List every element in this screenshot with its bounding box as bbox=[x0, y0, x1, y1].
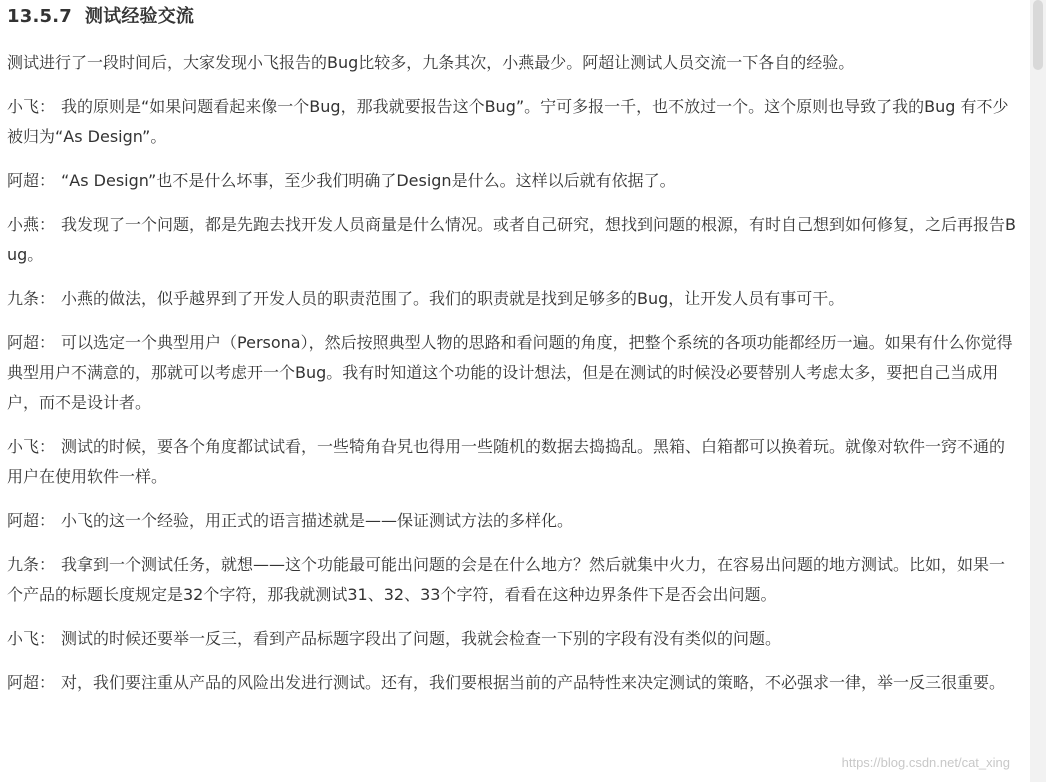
paragraph-text: 测试的时候还要举一反三，看到产品标题字段出了问题，我就会检查一下别的字段有没有类似的问题。 bbox=[61, 629, 782, 648]
paragraph-text: 我拿到一个测试任务，就想——这个功能最可能出问题的会是在什么地方？然后就集中火力，在容易出问题的地方测试。比如，如果一个产品的标题长度规定是32个字符，那我就测试31、32、33个字符，看看在这种边界条件下是否会出问题。 bbox=[7, 555, 1006, 604]
paragraph-text: 我发现了一个问题，都是先跑去找开发人员商量是什么情况。或者自己研究，想找到问题的根源，有时自己想到如何修复，之后再报告Bug。 bbox=[7, 215, 1016, 264]
speaker-label: 九条： bbox=[7, 289, 56, 308]
paragraph-text: 我的原则是“如果问题看起来像一个Bug，那我就要报告这个Bug”。宁可多报一千，也不放过一个。这个原则也导致了我的Bug 有不少被归为“As Design”。 bbox=[7, 97, 1009, 146]
speaker-label: 阿超： bbox=[7, 673, 56, 692]
section-title: 测试经验交流 bbox=[84, 6, 195, 27]
scrollbar-thumb[interactable] bbox=[1033, 0, 1043, 70]
vertical-scrollbar[interactable] bbox=[1030, 0, 1046, 782]
paragraph-text: 可以选定一个典型用户（Persona），然后按照典型人物的思路和看问题的角度，把整个系统的各项功能都经历一遍。如果有什么你觉得典型用户不满意的，那就可以考虑开一个Bug。我有时知道这个功能的设计想法，但是在测试的时候没必要替别人考虑太多，要把自己当成用户，而不是设计者。 bbox=[7, 333, 1013, 412]
dialogue-paragraph bbox=[7, 550, 1017, 610]
article-body bbox=[7, 0, 1017, 698]
speaker-label: 小飞： bbox=[7, 97, 56, 116]
speaker-label: 九条： bbox=[7, 555, 56, 574]
section-heading bbox=[7, 3, 1017, 31]
speaker-label: 阿超： bbox=[7, 171, 56, 190]
speaker-label: 阿超： bbox=[7, 333, 56, 352]
speaker-label: 小飞： bbox=[7, 437, 56, 456]
dialogue-paragraph bbox=[7, 284, 1017, 314]
speaker-label: 小燕： bbox=[7, 215, 56, 234]
paragraph-text: 测试进行了一段时间后，大家发现小飞报告的Bug比较多，九条其次，小燕最少。阿超让测试人员交流一下各自的经验。 bbox=[7, 53, 855, 72]
dialogue-paragraph bbox=[7, 210, 1017, 270]
dialogue-paragraph bbox=[7, 166, 1017, 196]
paragraph-text: 小飞的这一个经验，用正式的语言描述就是——保证测试方法的多样化。 bbox=[61, 511, 574, 530]
speaker-label: 阿超： bbox=[7, 511, 56, 530]
paragraph-intro bbox=[7, 48, 1017, 78]
paragraph-text: “As Design”也不是什么坏事，至少我们明确了Design是什么。这样以后就有依据了。 bbox=[61, 171, 676, 190]
paragraph-text: 测试的时候，要各个角度都试试看，一些犄角旮旯也得用一些随机的数据去捣捣乱。黑箱、白箱都可以换着玩。就像对软件一窍不通的用户在使用软件一样。 bbox=[7, 437, 1006, 486]
dialogue-paragraph bbox=[7, 92, 1017, 152]
dialogue-paragraph bbox=[7, 328, 1017, 418]
dialogue-paragraph bbox=[7, 506, 1017, 536]
dialogue-paragraph bbox=[7, 432, 1017, 492]
paragraph-text: 小燕的做法，似乎越界到了开发人员的职责范围了。我们的职责就是找到足够多的Bug，让开发人员有事可干。 bbox=[61, 289, 845, 308]
source-watermark: https://blog.csdn.net/cat_xing bbox=[841, 755, 1010, 770]
dialogue-paragraph bbox=[7, 624, 1017, 654]
section-number: 13.5.7 bbox=[7, 6, 72, 27]
dialogue-paragraph bbox=[7, 668, 1017, 698]
paragraph-text: 对，我们要注重从产品的风险出发进行测试。还有，我们要根据当前的产品特性来决定测试的策略，不必强求一律，举一反三很重要。 bbox=[61, 673, 1006, 692]
speaker-label: 小飞： bbox=[7, 629, 56, 648]
